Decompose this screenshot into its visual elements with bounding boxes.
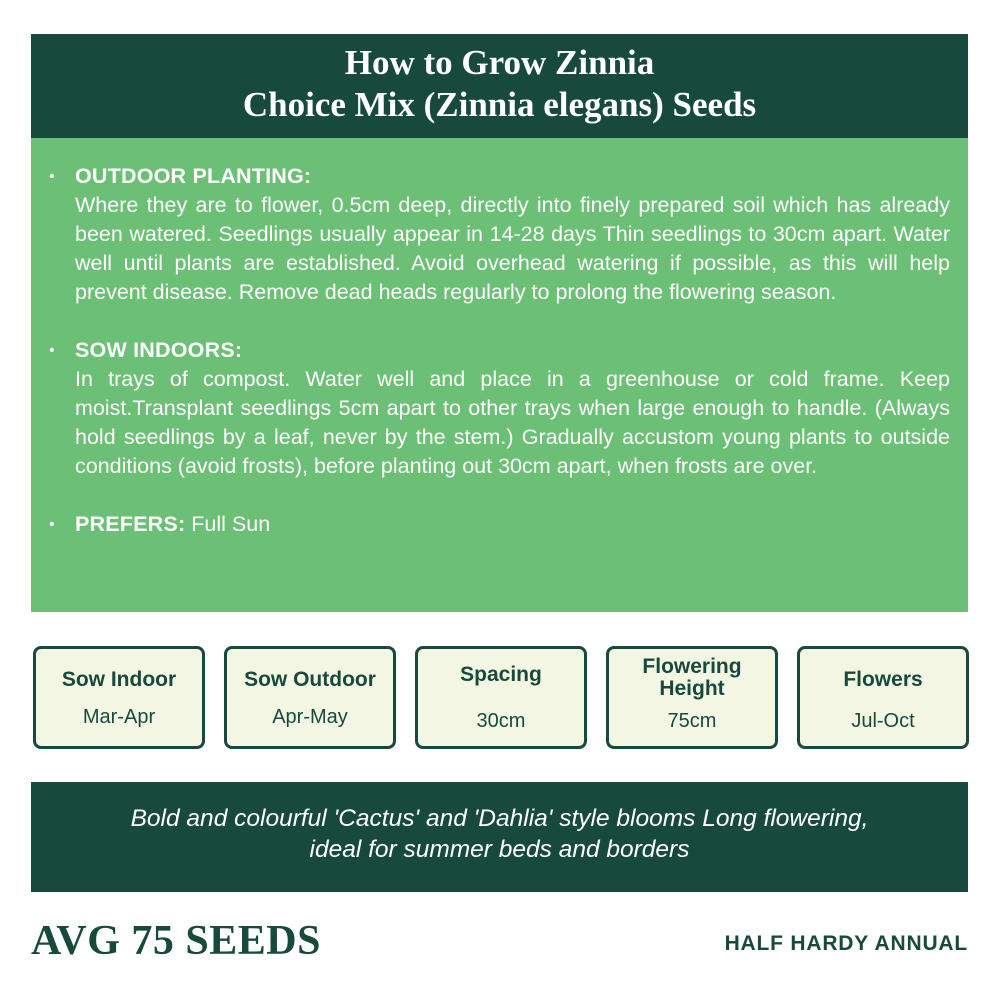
outdoor-planting-section [49,162,950,307]
description-line-1: Bold and colourful 'Cactus' and 'Dahlia' style blooms Long flowering, [130,805,869,832]
description-banner [31,782,968,892]
title-line-2: Choice Mix (Zinnia elegans) Seeds [242,85,757,124]
sow-indoors-section [49,336,950,481]
card-value: 30cm [476,710,526,732]
seed-count: AVG 75 SEEDS [31,918,321,964]
flowers-card [797,646,969,749]
card-value: 75cm [667,710,717,732]
card-title: Sow Outdoor [244,668,376,691]
card-value: Jul-Oct [851,710,915,732]
sow-outdoor-card [224,646,396,749]
sow-indoor-card [33,646,205,749]
card-value: Mar-Apr [82,706,156,728]
card-value: Apr-May [272,706,348,728]
bullet-icon: • [49,342,55,359]
instructions-panel [31,138,968,612]
title-line-1: How to Grow Zinnia [344,43,655,82]
page-title [31,34,968,138]
spacing-card [415,646,587,749]
outdoor-planting-title: OUTDOOR PLANTING: [75,164,312,188]
info-cards [33,646,970,750]
description-line-2: ideal for summer beds and borders [309,836,690,863]
card-title: Sow Indoor [61,668,177,691]
card-title: Flowering Height [642,655,742,700]
card-title: Flowers [843,668,923,691]
sow-indoors-text: In trays of compost. Water well and place in a greenhouse or cold frame. Keep moist.Transplant seedlings 5cm apart to other trays when large enough to handle. (Always hold seedlings by a leaf, never by the stem.) Gradually accustom young plants to outside conditions (avoid frosts), before planting out 30cm apart, when frosts are over. [75,367,950,478]
card-title: Spacing [460,663,542,686]
plant-lifecycle-label: HALF HARDY ANNUAL [724,932,968,955]
prefers-row [75,510,950,539]
prefers-section [49,510,950,539]
prefers-title: PREFERS: [75,512,186,536]
outdoor-planting-text: Where they are to flower, 0.5cm deep, directly into finely prepared soil which has already been watered. Seedlings usually appear in 14-28 days Thin seedlings to 30cm apart. Water well until plants are established. Avoid overhead watering if possible, as this will help prevent disease. Remove dead heads regularly to prolong the flowering season. [75,193,950,304]
flowering-height-card [606,646,778,749]
prefers-value: Full Sun [191,512,271,536]
sow-indoors-title: SOW INDOORS: [75,338,243,362]
bullet-icon: • [49,516,55,533]
bullet-icon: • [49,168,55,185]
